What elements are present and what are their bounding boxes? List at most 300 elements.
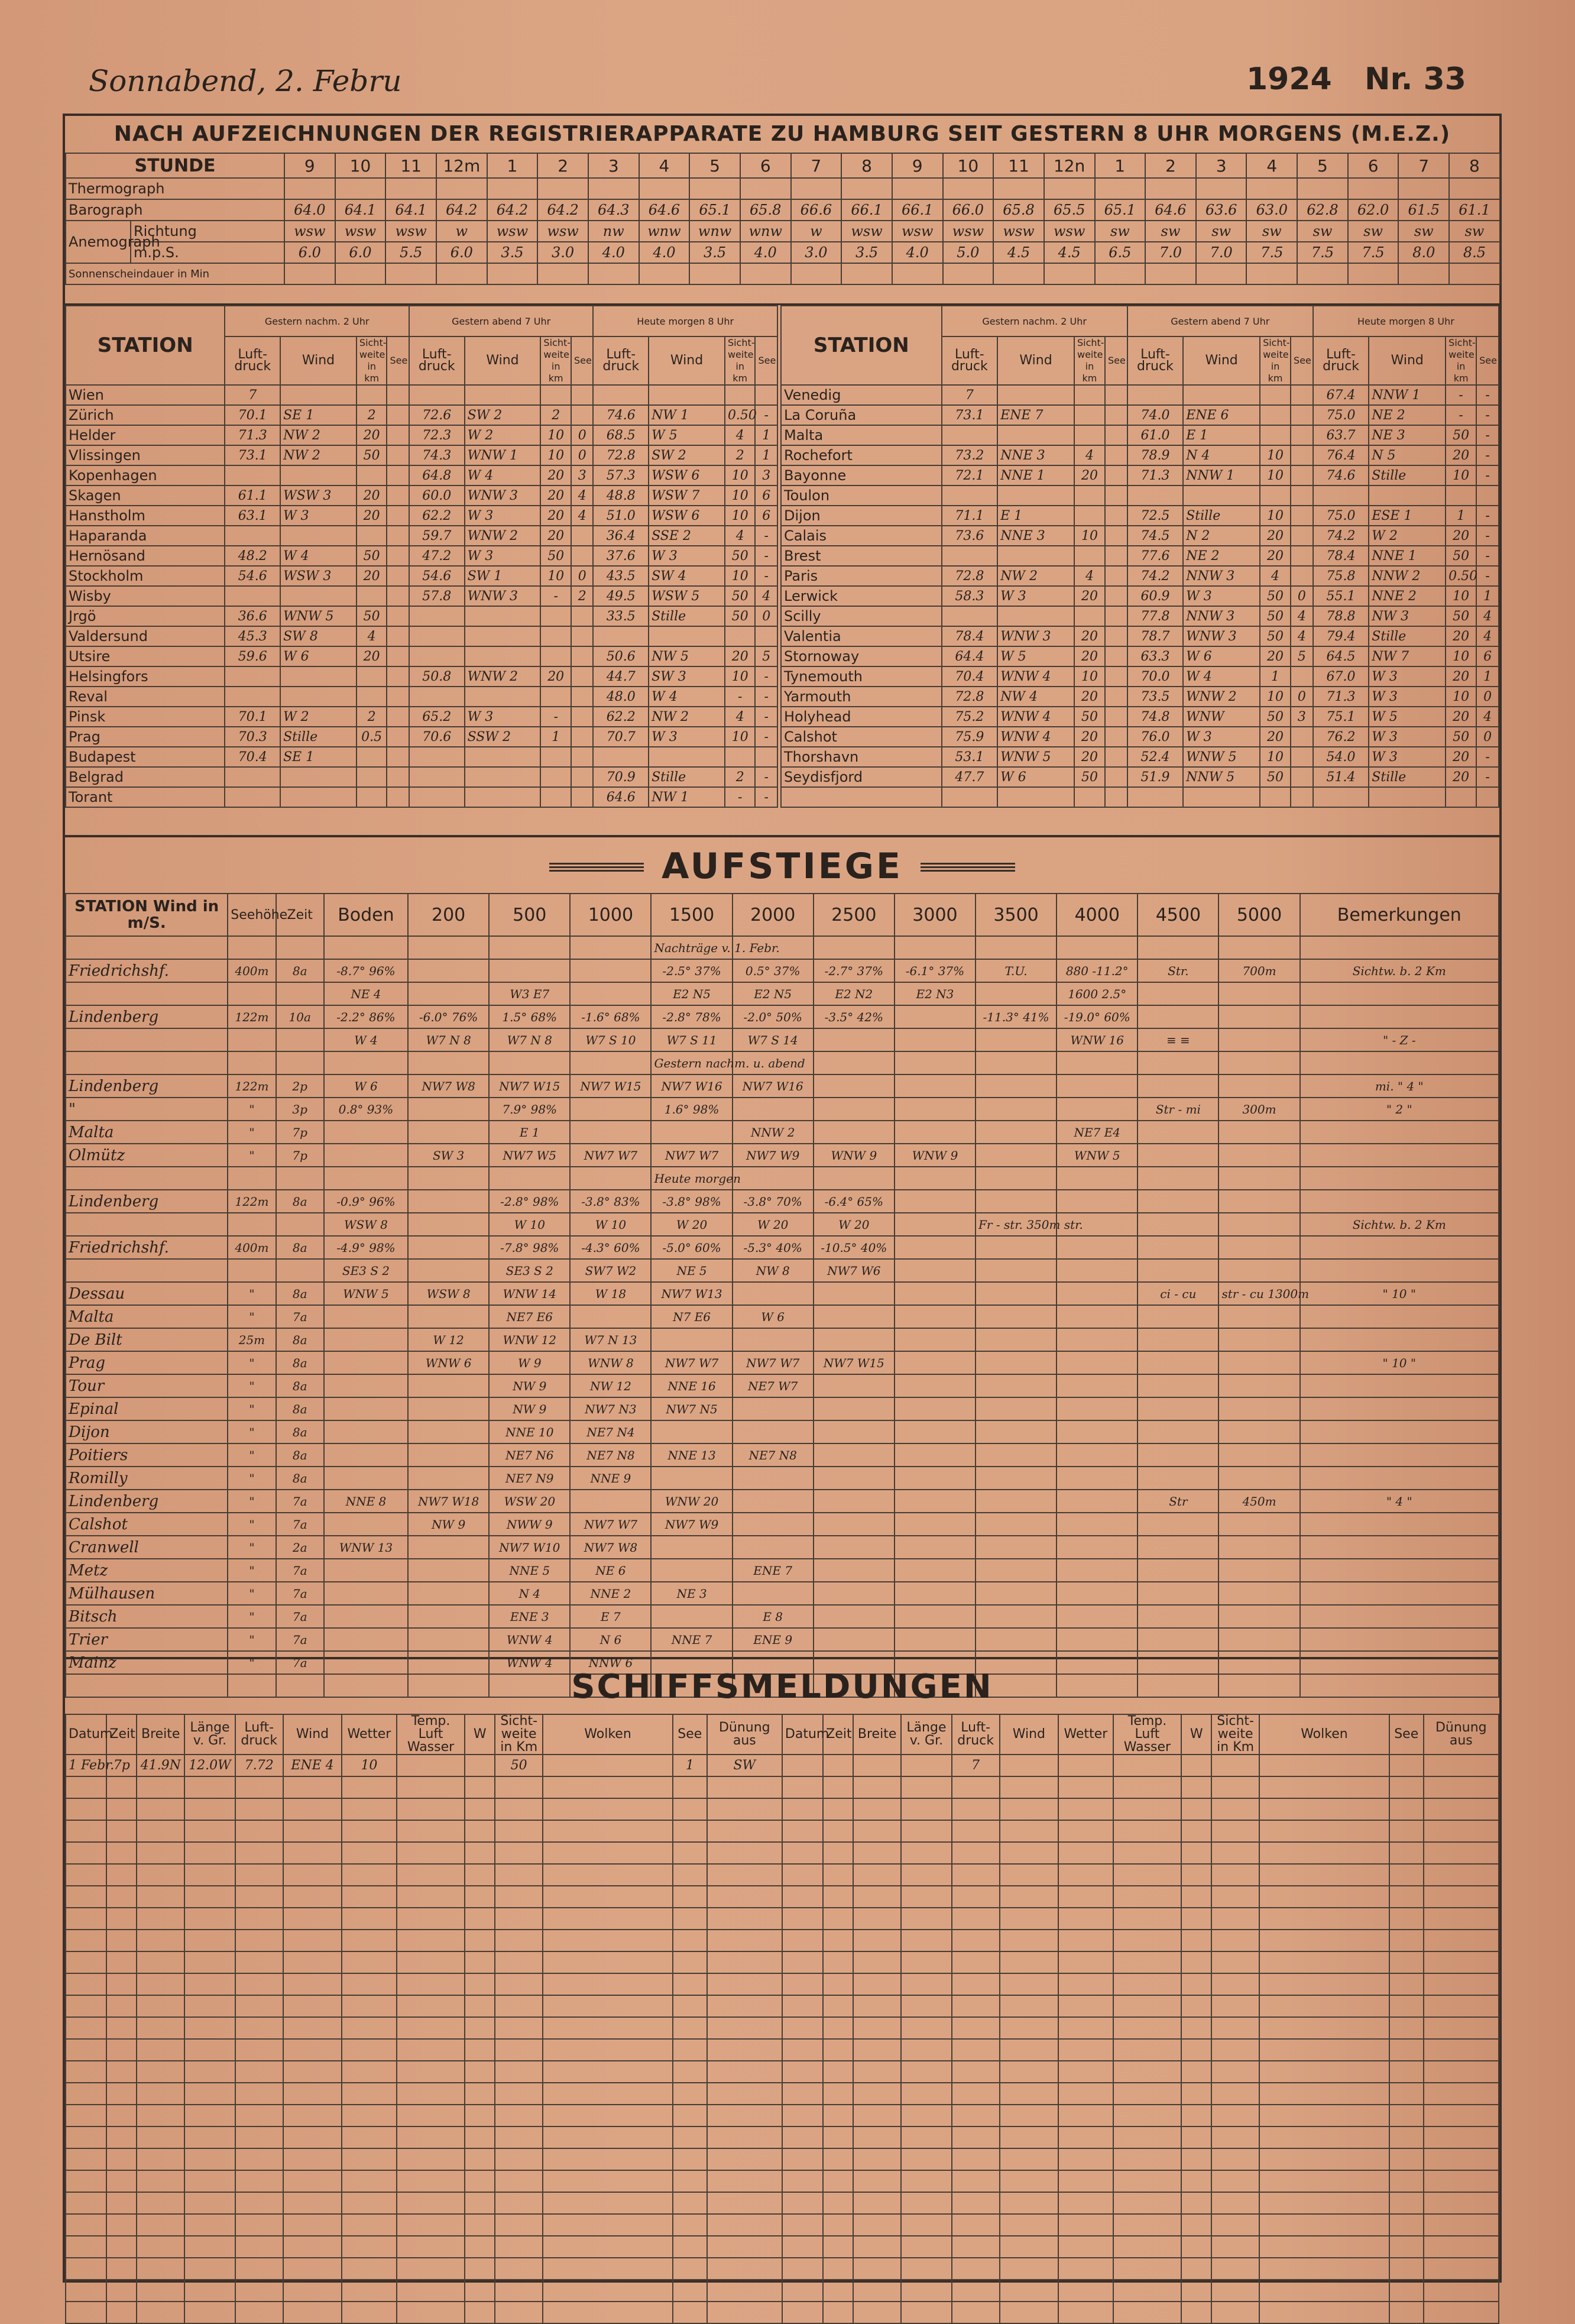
station-value: 70.9	[593, 767, 649, 787]
station-value	[1291, 727, 1313, 747]
aufstiege-header: Seehöhe	[228, 894, 276, 936]
station-value	[1260, 425, 1291, 445]
station-value: 4	[1291, 626, 1313, 646]
aufstiege-cell: 8a	[276, 1397, 324, 1420]
station-value: 57.3	[593, 465, 649, 485]
schiff-cell	[1211, 1798, 1259, 1820]
aufstiege-cell	[1300, 982, 1499, 1005]
schiff-header: Länge v. Gr.	[901, 1714, 952, 1755]
aufstiege-cell: NW7 N5	[651, 1397, 732, 1420]
schiff-cell	[1058, 2258, 1113, 2280]
schiff-cell	[235, 1930, 283, 1951]
station-value: 63.1	[225, 506, 280, 526]
station-value: 2	[540, 405, 571, 425]
aufstiege-cell	[1057, 1074, 1138, 1098]
aufstiege-cell	[1057, 1443, 1138, 1467]
station-value: 0	[1291, 687, 1313, 707]
schiff-cell	[235, 2061, 283, 2083]
schiff-cell	[495, 1842, 543, 1864]
aufstiege-cell	[1138, 982, 1218, 1005]
aufstiege-cell	[814, 1559, 895, 1582]
station-value: 59.7	[409, 526, 465, 546]
aufstiege-cell	[976, 1282, 1057, 1305]
station-row	[781, 747, 1499, 767]
schiff-cell	[184, 2017, 235, 2039]
station-value: 4	[725, 707, 756, 727]
aufstiege-cell: WNW 9	[895, 1144, 976, 1167]
station-value: 7	[942, 385, 997, 405]
decorative-lines	[921, 861, 1015, 872]
schiff-cell	[853, 1798, 901, 1820]
schiff-cell	[66, 1951, 106, 1973]
station-value: 74.2	[1127, 566, 1183, 586]
schiff-cell	[1259, 1755, 1389, 1776]
station-value: NW 3	[1369, 606, 1446, 626]
station-value	[1074, 787, 1105, 807]
aufstiege-cell	[276, 982, 324, 1005]
schiff-cell	[1389, 1864, 1424, 1886]
station-value	[357, 747, 387, 767]
station-value: 52.4	[1127, 747, 1183, 767]
schiff-cell	[782, 1886, 823, 1908]
aufstiege-cell	[976, 936, 1057, 959]
schiff-cell	[1211, 2017, 1259, 2039]
schiff-cell	[1259, 1842, 1389, 1864]
station-name: Holyhead	[781, 707, 942, 727]
schiff-cell: 41.9N	[137, 1755, 184, 1776]
station-value	[225, 586, 280, 606]
station-value	[357, 385, 387, 405]
aufstiege-cell	[324, 1051, 408, 1074]
schiff-cell	[1181, 2083, 1211, 2105]
station-value: -	[1476, 465, 1499, 485]
value-cell: 64.2	[537, 199, 588, 221]
station-value: SSE 2	[649, 526, 725, 546]
schiff-cell	[495, 2280, 543, 2302]
aufstiege-heading	[65, 846, 1499, 887]
aufstiege-cell	[1300, 936, 1499, 959]
schiff-cell	[952, 1908, 1000, 1930]
schiff-cell	[106, 2148, 137, 2170]
row-label: Richtung	[131, 221, 284, 242]
aufstiege-cell	[1138, 1305, 1218, 1328]
schiff-cell	[1389, 2258, 1424, 2280]
schiff-cell	[1389, 2214, 1424, 2236]
schiff-cell	[283, 2083, 342, 2105]
schiff-cell	[543, 2280, 673, 2302]
schiff-table	[65, 1714, 1499, 2324]
aufstiege-cell	[570, 1098, 651, 1121]
sub-header: Luft-druck	[593, 336, 649, 385]
value-cell: 7.5	[1246, 242, 1297, 263]
schiff-cell	[184, 2280, 235, 2302]
station-value: 20	[357, 485, 387, 506]
schiff-cell	[465, 1930, 495, 1951]
sub-header: Wind	[1183, 336, 1260, 385]
schiff-cell	[235, 2039, 283, 2061]
aufstiege-cell: W7 S 11	[651, 1028, 732, 1051]
station-value	[387, 646, 409, 666]
schiff-cell	[853, 2017, 901, 2039]
aufstiege-cell: -2.5° 37%	[651, 959, 732, 982]
station-value	[1476, 787, 1499, 807]
schiff-cell	[1113, 2061, 1182, 2083]
schiff-cell	[465, 1842, 495, 1864]
station-value	[1183, 385, 1260, 405]
aufstiege-cell: Malta	[66, 1305, 228, 1328]
schiff-cell	[1424, 2214, 1499, 2236]
aufstiege-cell: WNW 6	[408, 1351, 489, 1374]
value-cell: wnw	[689, 221, 740, 242]
hour-cell: 6	[740, 153, 791, 178]
schiff-cell	[1211, 2170, 1259, 2192]
aufstiege-cell: SW7 W2	[570, 1259, 651, 1282]
station-value	[1291, 666, 1313, 687]
station-value: 65.2	[409, 707, 465, 727]
schiff-cell	[707, 1864, 782, 1886]
station-value: 67.4	[1313, 385, 1369, 405]
schiff-cell	[1181, 2192, 1211, 2214]
station-name: Vlissingen	[66, 445, 225, 465]
station-value: 72.3	[409, 425, 465, 445]
aufstiege-cell	[408, 1628, 489, 1651]
station-value: 0	[571, 445, 593, 465]
aufstiege-cell	[733, 1513, 814, 1536]
aufstiege-cell	[1138, 1167, 1218, 1190]
schiff-cell	[137, 1908, 184, 1930]
schiff-cell	[1181, 1930, 1211, 1951]
aufstiege-cell	[408, 1213, 489, 1236]
value-cell: 3.5	[841, 242, 892, 263]
schiff-cell: 7	[952, 1755, 1000, 1776]
aufstiege-cell	[324, 1605, 408, 1628]
aufstiege-cell: W 10	[489, 1213, 570, 1236]
aufstiege-cell	[651, 1605, 732, 1628]
aufstiege-cell: NE7 N8	[733, 1443, 814, 1467]
aufstiege-cell: NNE 2	[570, 1582, 651, 1605]
schiff-cell	[1424, 2148, 1499, 2170]
station-value	[571, 666, 593, 687]
schiff-cell	[106, 1820, 137, 1842]
station-value	[1127, 787, 1183, 807]
schiff-cell	[66, 1798, 106, 1820]
schiff-cell	[1181, 2039, 1211, 2061]
schiff-cell	[283, 1820, 342, 1842]
schiff-row	[66, 2280, 1499, 2302]
aufstiege-cell: Sichtw. b. 2 Km	[1300, 1213, 1499, 1236]
value-cell	[1196, 263, 1247, 284]
schiff-header: Wetter	[1058, 1714, 1113, 1755]
schiff-cell	[1058, 2017, 1113, 2039]
sub-header: Luft-druck	[942, 336, 997, 385]
aufstiege-cell	[895, 1513, 976, 1536]
aufstiege-header: 200	[408, 894, 489, 936]
station-value: W 6	[280, 646, 357, 666]
aufstiege-cell: NE7 N4	[570, 1420, 651, 1443]
hour-cell: 10	[943, 153, 994, 178]
schiff-cell	[1211, 1864, 1259, 1886]
schiff-cell	[397, 1755, 465, 1776]
aufstiege-cell: SE3 S 2	[489, 1259, 570, 1282]
aufstiege-cell: De Bilt	[66, 1328, 228, 1351]
value-cell: 62.8	[1297, 199, 1348, 221]
station-value: NNW 3	[1183, 606, 1260, 626]
aufstiege-cell	[1300, 1305, 1499, 1328]
schiff-cell	[823, 1951, 853, 1973]
station-header: STATION	[781, 306, 942, 385]
station-row	[781, 707, 1499, 727]
station-name: Stockholm	[66, 566, 225, 586]
aufstiege-cell: NW7 N3	[570, 1397, 651, 1420]
aufstiege-row	[66, 1628, 1499, 1651]
schiff-cell	[235, 2148, 283, 2170]
station-name: Yarmouth	[781, 687, 942, 707]
value-cell: 3.0	[791, 242, 842, 263]
aufstiege-cell	[1218, 1236, 1299, 1259]
station-value: 20	[357, 506, 387, 526]
value-cell: 64.6	[1145, 199, 1196, 221]
value-cell	[1348, 263, 1399, 284]
station-value: 73.6	[942, 526, 997, 546]
schiff-cell	[1000, 1776, 1058, 1798]
schiff-cell	[853, 2170, 901, 2192]
aufstiege-cell	[651, 1536, 732, 1559]
value-cell: 6.0	[284, 242, 335, 263]
station-value: 50	[725, 586, 756, 606]
schiff-cell	[397, 2280, 465, 2302]
schiff-cell	[342, 2214, 397, 2236]
station-row	[781, 506, 1499, 526]
schiff-cell	[1259, 1908, 1389, 1930]
station-value: 62.2	[593, 707, 649, 727]
schiff-cell	[782, 1995, 823, 2017]
aufstiege-row	[66, 1282, 1499, 1305]
aufstiege-row	[66, 1005, 1499, 1028]
schiff-cell	[66, 2017, 106, 2039]
aufstiege-cell: -19.0° 60%	[1057, 1005, 1138, 1028]
aufstiege-cell: E 7	[570, 1605, 651, 1628]
schiff-cell	[853, 2214, 901, 2236]
group-header: Gestern abend 7 Uhr	[409, 306, 594, 336]
aufstiege-cell	[895, 1121, 976, 1144]
station-value	[465, 787, 541, 807]
hour-row	[66, 153, 1500, 178]
value-cell	[639, 263, 690, 284]
schiff-cell	[543, 1951, 673, 1973]
aufstiege-cell	[570, 1051, 651, 1074]
schiff-cell	[952, 1930, 1000, 1951]
station-value	[649, 626, 725, 646]
schiff-cell	[235, 2017, 283, 2039]
aufstiege-cell: NNW 2	[733, 1121, 814, 1144]
station-value	[465, 385, 541, 405]
schiff-cell	[184, 1951, 235, 1973]
schiff-cell	[397, 2258, 465, 2280]
schiff-cell	[782, 1908, 823, 1930]
station-value: 74.6	[1313, 465, 1369, 485]
aufstiege-cell: -5.3° 40%	[733, 1236, 814, 1259]
aufstiege-cell	[408, 1582, 489, 1605]
value-cell	[639, 178, 690, 199]
schiff-cell	[397, 2170, 465, 2192]
schiff-cell	[495, 2105, 543, 2126]
schiff-cell	[397, 1864, 465, 1886]
station-value: 74.0	[1127, 405, 1183, 425]
schiff-cell	[1389, 2280, 1424, 2302]
aufstiege-cell: Cranwell	[66, 1536, 228, 1559]
aufstiege-cell	[1138, 1536, 1218, 1559]
station-value: NW 5	[649, 646, 725, 666]
aufstiege-cell	[408, 982, 489, 1005]
schiff-cell	[184, 2148, 235, 2170]
station-value	[387, 666, 409, 687]
schiff-cell	[1181, 2236, 1211, 2258]
schiff-cell	[853, 2236, 901, 2258]
aufstiege-cell	[1057, 1098, 1138, 1121]
schiff-cell	[823, 2148, 853, 2170]
value-cell: wsw	[284, 221, 335, 242]
value-cell	[993, 263, 1044, 284]
aufstiege-cell	[1218, 1167, 1299, 1190]
station-value: 10	[1446, 646, 1476, 666]
schiff-cell	[66, 2302, 106, 2323]
schiff-row	[66, 1798, 1499, 1820]
sub-header: Wind	[649, 336, 725, 385]
station-row	[66, 727, 777, 747]
schiff-cell	[184, 1864, 235, 1886]
schiff-cell	[782, 1842, 823, 1864]
schiff-cell	[901, 1886, 952, 1908]
station-value	[1446, 485, 1476, 506]
aufstiege-cell: WNW 5	[324, 1282, 408, 1305]
schiff-cell	[137, 2214, 184, 2236]
schiff-cell	[1058, 1820, 1113, 1842]
stations-section	[65, 305, 1499, 837]
station-name	[781, 787, 942, 807]
station-value: 10	[540, 425, 571, 445]
station-name: Calshot	[781, 727, 942, 747]
aufstiege-cell: "	[228, 1605, 276, 1628]
aufstiege-cell	[895, 1328, 976, 1351]
aufstiege-cell: W 20	[651, 1213, 732, 1236]
schiff-cell	[137, 1798, 184, 1820]
aufstiege-cell	[895, 1259, 976, 1282]
station-value: 54.6	[409, 566, 465, 586]
schiff-cell	[184, 1842, 235, 1864]
schiff-cell	[901, 2214, 952, 2236]
aufstiege-cell: 8a	[276, 1374, 324, 1397]
aufstiege-cell: -5.0° 60%	[651, 1236, 732, 1259]
station-value: W 4	[1183, 666, 1260, 687]
value-cell: 66.1	[892, 199, 943, 221]
station-value: 79.4	[1313, 626, 1369, 646]
aufstiege-cell	[976, 1051, 1057, 1074]
aufstiege-cell	[276, 1028, 324, 1051]
station-value	[387, 707, 409, 727]
aufstiege-cell: NNE 8	[324, 1490, 408, 1513]
aufstiege-cell	[1138, 1328, 1218, 1351]
schiff-cell	[782, 2083, 823, 2105]
aufstiege-cell	[814, 1605, 895, 1628]
station-value	[1313, 787, 1369, 807]
aufstiege-cell	[814, 1582, 895, 1605]
value-cell	[993, 178, 1044, 199]
aufstiege-title: AUFSTIEGE	[662, 846, 903, 887]
aufstiege-cell	[976, 1467, 1057, 1490]
schiff-cell	[853, 1995, 901, 2017]
schiff-cell	[1389, 2236, 1424, 2258]
aufstiege-cell	[1138, 1190, 1218, 1213]
station-value: NW 7	[1369, 646, 1446, 666]
schiff-cell	[782, 2236, 823, 2258]
value-cell: sw	[1398, 221, 1449, 242]
schiff-cell	[397, 2126, 465, 2148]
station-value: NW 4	[997, 687, 1074, 707]
sub-header: Sicht-weite in km	[357, 336, 387, 385]
station-name: Prag	[66, 727, 225, 747]
schiff-cell	[283, 1776, 342, 1798]
schiff-header: W	[1181, 1714, 1211, 1755]
schiff-cell	[673, 2214, 707, 2236]
station-value: 0.50	[725, 405, 756, 425]
schiff-cell	[1424, 2083, 1499, 2105]
value-cell	[1398, 263, 1449, 284]
schiff-row	[66, 2236, 1499, 2258]
schiff-header: Luft-druck	[952, 1714, 1000, 1755]
aufstiege-cell	[976, 1351, 1057, 1374]
aufstiege-cell	[408, 1305, 489, 1328]
aufstiege-cell: 0.8° 93%	[324, 1098, 408, 1121]
station-value: 4	[571, 485, 593, 506]
aufstiege-cell: "	[228, 1144, 276, 1167]
station-value: -	[1446, 385, 1476, 405]
station-name: Tynemouth	[781, 666, 942, 687]
station-value: 37.6	[593, 546, 649, 566]
aufstiege-cell: NW7 W15	[570, 1074, 651, 1098]
registrier-table	[65, 153, 1501, 285]
schiff-cell	[1058, 2083, 1113, 2105]
station-name: Valentia	[781, 626, 942, 646]
station-value: 72.1	[942, 465, 997, 485]
station-value: 4	[1291, 606, 1313, 626]
station-value: 20	[540, 465, 571, 485]
station-name: Toulon	[781, 485, 942, 506]
station-value: W 2	[1369, 526, 1446, 546]
aufstiege-cell	[276, 1213, 324, 1236]
schiff-cell	[1113, 2192, 1182, 2214]
aufstiege-cell: "	[228, 1374, 276, 1397]
schiff-cell	[283, 2017, 342, 2039]
schiff-cell	[1000, 2039, 1058, 2061]
station-value	[280, 767, 357, 787]
station-value: W 2	[280, 707, 357, 727]
station-value	[357, 586, 387, 606]
schiff-cell: SW	[707, 1755, 782, 1776]
schiff-cell	[106, 1908, 137, 1930]
schiff-cell	[66, 1930, 106, 1951]
station-value: -	[725, 787, 756, 807]
aufstiege-cell	[66, 1167, 228, 1190]
aufstiege-cell	[733, 1490, 814, 1513]
schiff-cell	[106, 2126, 137, 2148]
hour-cell: 12n	[1044, 153, 1095, 178]
aufstiege-cell	[408, 1236, 489, 1259]
aufstiege-cell	[895, 1397, 976, 1420]
station-value: 60.9	[1127, 586, 1183, 606]
schiff-cell	[707, 2258, 782, 2280]
value-cell: sw	[1095, 221, 1146, 242]
aufstiege-cell: NW 12	[570, 1374, 651, 1397]
